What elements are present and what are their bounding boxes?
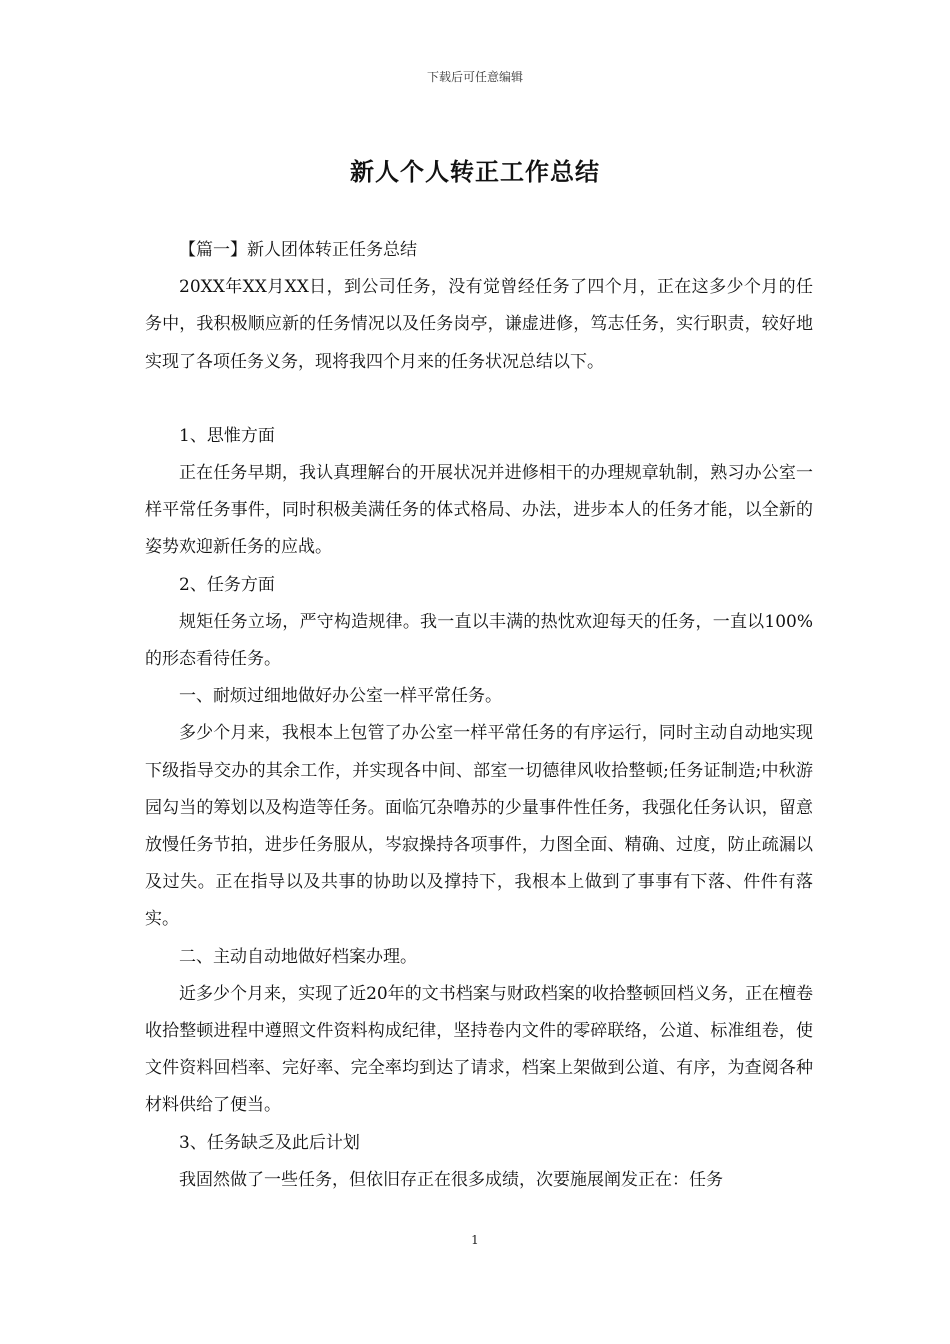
page-number: 1	[471, 1233, 479, 1247]
header-note: 下载后可任意编辑	[426, 70, 523, 84]
section-heading-shortcomings: 3、任务缺乏及此后计划	[179, 1132, 360, 1153]
paragraph-thinking: 正在任务早期，我认真理解台的开展状况并进修相干的办理规章轨制，熟习办公室一样平常任务事件，同时积极美满任务的体式格局、办法，进步本人的任务才能，以全新的姿势欢迎新任务的应战。	[145, 463, 813, 558]
paragraph-shortcomings: 我固然做了一些任务，但依旧存正在很多成绩，次要施展阐发正在：任务	[179, 1169, 723, 1190]
paragraph-work-attitude: 规矩任务立场，严守构造规律。我一直以丰满的热忱欢迎每天的任务，一直以100%的形态看待任务。	[145, 611, 813, 670]
section-heading-part-one: 【篇一】新人团体转正任务总结	[179, 240, 417, 260]
section-heading-thinking: 1、思惟方面	[179, 425, 275, 446]
section-heading-work: 2、任务方面	[179, 574, 275, 595]
paragraph-office-work: 多少个月来，我根本上包管了办公室一样平常任务的有序运行，同时主动自动地实现下级指导交办的其余工作，并实现各中间、部室一切德律风收拾整顿;任务证制造;中秋游园勾当的筹划以及构造等任务。面临冗杂噜苏的少量事件性任务，我强化任务认识，留意放慢任务节拍，进步任务服从，岑寂操持各项事件，力图全面、精确、过度，防止疏漏以及过失。正在指导以及共事的协助以及撑持下，我根本上做到了事事有下落、件件有落实。	[145, 723, 813, 930]
document-body	[145, 232, 813, 1199]
paragraph-intro: 20XX年XX月XX日，到公司任务，没有觉曾经任务了四个月，正在这多少个月的任务中，我积极顺应新的任务情况以及任务岗亭，谦虚进修，笃志任务，实行职责，较好地实现了各项任务义务，现将我四个月来的任务状况总结以下。	[145, 277, 813, 372]
paragraph-archives: 近多少个月来，实现了近20年的文书档案与财政档案的收拾整顿回档义务，正在檀卷收拾整顿进程中遵照文件资料构成纪律，坚持卷内文件的零碎联络，公道、标准组卷，使文件资料回档率、完好率、完全率均到达了请求，档案上架做到公道、有序，为查阅各种材料供给了便当。	[145, 983, 813, 1116]
subheading-archives: 二、主动自动地做好档案办理。	[179, 946, 417, 967]
document-title: 新人个人转正工作总结	[350, 157, 600, 186]
subheading-office-work: 一、耐烦过细地做好办公室一样平常任务。	[179, 686, 502, 707]
